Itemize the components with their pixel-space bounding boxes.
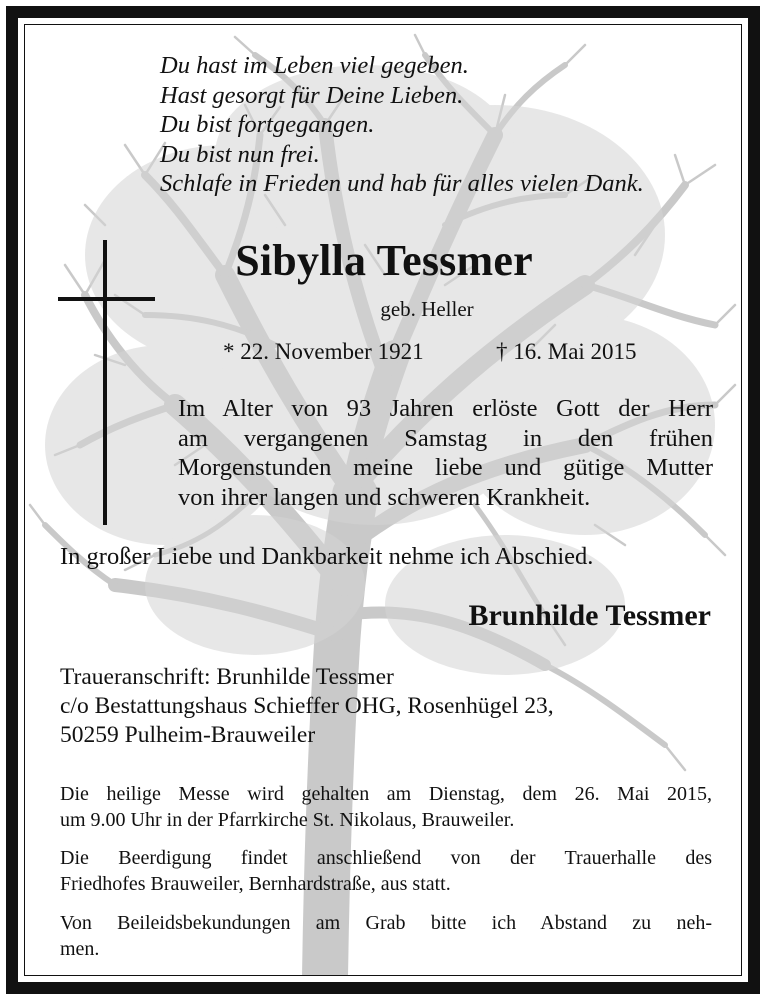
signer-name: Brunhilde Tessmer [468,599,711,632]
condolence-notice [60,910,712,962]
poem-line: Schlafe in Frieden und hab für alles vielen Dank. [160,170,644,197]
poem-line: Du bist nun frei. [160,140,320,168]
deceased-name: Sibylla Tessmer [235,236,533,285]
address-line: c/o Bestattungshaus Schieffer OHG, Rosenhügel 23, [60,693,554,719]
poem-line: Du bist fortgegangen. [160,111,375,138]
mass-notice [60,781,712,833]
notice-line: Die Beerdigung findet anschließend von der Trauerhalle des [60,847,712,869]
announcement-line: Morgenstunden meine liebe und gütige Mutter [178,454,713,481]
obituary-content [24,24,742,976]
announcement-line: von ihrer langen und schweren Krankheit. [178,483,591,511]
maiden-name: geb. Heller [380,297,474,321]
poem-line: Du hast im Leben viel gegeben. [160,52,469,79]
burial-notice [60,845,712,897]
poem [160,51,730,199]
notice-line: men. [60,938,100,960]
notice-line: Friedhofes Brauweiler, Bernhardstraße, aus statt. [60,873,451,895]
birth-date: * 22. November 1921 [223,339,424,364]
mourning-address [60,663,720,750]
announcement-line: am vergangenen Samstag in den frühen [178,424,713,452]
address-line: Traueranschrift: Brunhilde Tessmer [60,664,394,690]
notice-line: um 9.00 Uhr in der Pfarrkirche St. Nikolaus, Brauweiler. [60,809,515,831]
farewell-text: In großer Liebe und Dankbarkeit nehme ich Abschied. [60,543,594,570]
announcement-text [178,394,713,512]
death-date: † 16. Mai 2015 [496,339,637,364]
poem-line: Hast gesorgt für Deine Lieben. [160,81,464,109]
address-line: 50259 Pulheim-Brauweiler [60,722,316,748]
notice-line: Von Beileidsbekundungen am Grab bitte ich Abstand zu neh- [60,912,712,934]
notice-line: Die heilige Messe wird gehalten am Dienstag, dem 26. Mai 2015, [60,783,712,805]
announcement-line: Im Alter von 93 Jahren erlöste Gott der Herr [178,395,713,422]
